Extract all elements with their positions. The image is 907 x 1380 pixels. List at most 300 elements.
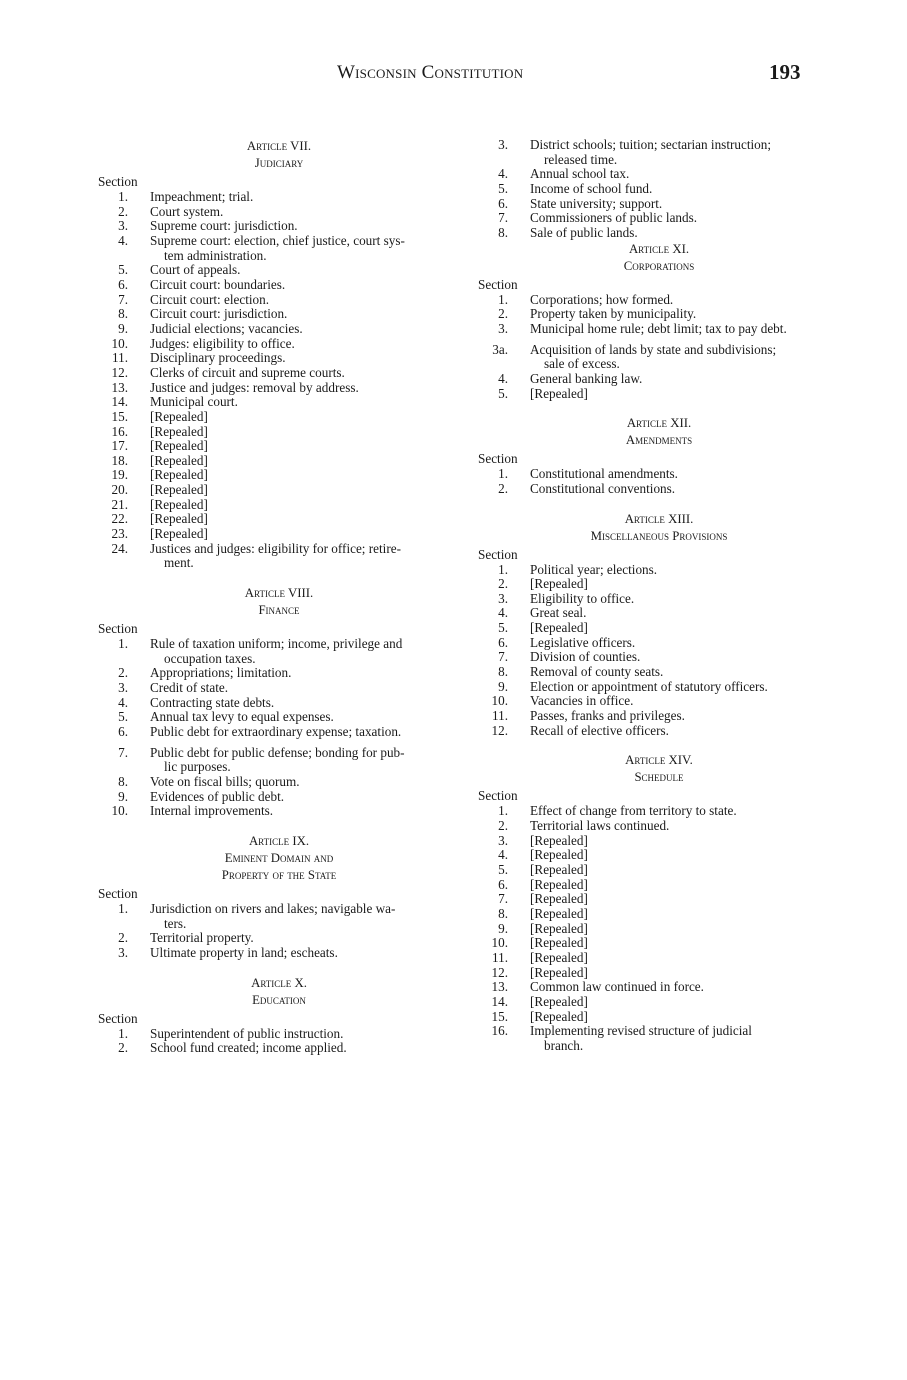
article-spacer [478, 401, 800, 415]
section-number: 12. [491, 964, 508, 980]
article-block [478, 738, 800, 1053]
section-title [530, 343, 800, 372]
article-continuation [478, 138, 800, 241]
section-title-line: [Repealed] [150, 496, 208, 512]
section-title-line: Public debt for extraordinary expense; taxation. [150, 724, 402, 739]
section-title-line: Credit of state. [150, 680, 229, 696]
section-title [150, 746, 420, 775]
toc-entry [478, 343, 800, 372]
section-number: 15. [491, 1008, 508, 1024]
section-title [530, 650, 800, 665]
section-number: 5. [118, 262, 128, 278]
section-title-line: Implementing revised structure of judicial [530, 1023, 752, 1039]
section-title-line: School fund created; income applied. [150, 1040, 347, 1056]
toc-entry [98, 1027, 420, 1042]
section-label: Section [98, 621, 138, 637]
section-number: 8. [498, 664, 508, 680]
section-title-line: Corporations; how formed. [530, 291, 674, 307]
section-title [150, 219, 420, 234]
article-title: Article XIV. [625, 753, 693, 768]
section-title [150, 234, 420, 263]
section-label: Section [98, 1010, 138, 1026]
toc-entry [478, 980, 800, 995]
section-number: 11. [492, 708, 508, 724]
section-title-line: Public debt for public defense; bonding for pub- [150, 744, 405, 760]
section-number: 3. [118, 218, 128, 234]
section-title [150, 1027, 420, 1042]
section-number: 8. [498, 224, 508, 240]
section-number: 7. [498, 210, 508, 226]
section-title-continuation: sale of excess. [544, 356, 620, 372]
section-title [530, 563, 800, 578]
toc-entry [478, 724, 800, 739]
article-title: Article VII. [246, 139, 312, 153]
article-spacer [98, 571, 420, 585]
section-number: 3. [498, 320, 508, 336]
toc-entry [98, 205, 420, 220]
section-title [150, 322, 420, 337]
section-number: 16. [111, 423, 128, 439]
toc-entry [478, 995, 800, 1010]
section-title [150, 205, 420, 220]
section-title [150, 381, 420, 396]
section-title [150, 1041, 420, 1056]
section-title-line: [Repealed] [150, 438, 208, 454]
section-title [150, 696, 420, 711]
toc-entry [478, 863, 800, 878]
section-number: 19. [111, 467, 128, 483]
section-title-line: Annual school tax. [530, 166, 630, 182]
section-title-line: Justices and judges: eligibility for office; retire- [150, 540, 401, 556]
section-title-continuation: lic purposes. [164, 759, 231, 775]
article-spacer [98, 961, 420, 975]
section-title-line: Eligibility to office. [530, 590, 635, 606]
article-title: Article VIII. [244, 586, 314, 601]
section-number: 2. [498, 480, 508, 496]
section-number: 5. [498, 385, 508, 401]
section-title-line: Passes, franks and privileges. [530, 708, 685, 724]
section-title-line: [Repealed] [150, 526, 208, 542]
article-block [478, 401, 800, 496]
section-title [530, 922, 800, 937]
toc-entry [98, 527, 420, 542]
section-title-line: [Repealed] [530, 920, 588, 936]
toc-entry [478, 372, 800, 387]
section-title-line: Acquisition of lands by state and subdivisions; [530, 341, 777, 357]
section-title [150, 425, 420, 440]
section-title-line: Legislative officers. [530, 634, 636, 650]
toc-entry [98, 1041, 420, 1056]
section-title-line: [Repealed] [150, 511, 208, 527]
toc-entry [98, 190, 420, 205]
section-label: Section [478, 451, 518, 467]
toc-entry [98, 468, 420, 483]
section-number: 4. [118, 694, 128, 710]
section-number: 2. [498, 818, 508, 834]
left-column [98, 138, 420, 1056]
section-number: 13. [111, 379, 128, 395]
section-title [530, 182, 800, 197]
section-title [530, 467, 800, 482]
toc-entry [478, 680, 800, 695]
toc-entry [98, 337, 420, 352]
section-title-line: District schools; tuition; sectarian instruction; [530, 137, 772, 152]
toc-entry [478, 577, 800, 592]
section-title-line: Constitutional amendments. [530, 466, 678, 482]
article-title: Article IX. [248, 833, 310, 848]
toc-entry [98, 307, 420, 322]
section-title [530, 804, 800, 819]
section-title [530, 226, 800, 241]
section-title [150, 946, 420, 961]
toc-entry [98, 542, 420, 571]
section-title [150, 902, 420, 931]
section-title-line: Superintendent of public instruction. [150, 1025, 344, 1041]
section-number: 5. [118, 709, 128, 725]
section-number: 13. [491, 979, 508, 995]
toc-entry [478, 592, 800, 607]
article-subtitle: Judiciary [254, 156, 304, 170]
section-title-line: Appropriations; limitation. [150, 665, 292, 681]
toc-entry [98, 725, 420, 740]
toc-entry [478, 1010, 800, 1025]
toc-entry [478, 322, 800, 337]
section-title-line: [Repealed] [530, 891, 588, 907]
toc-entry [478, 834, 800, 849]
section-number: 1. [118, 900, 128, 916]
section-title-line: [Repealed] [530, 964, 588, 980]
section-title [150, 681, 420, 696]
section-title-line: Evidences of public debt. [150, 788, 285, 804]
section-title-line: [Repealed] [530, 935, 588, 951]
toc-entry [98, 234, 420, 263]
article-subtitle: Miscellaneous Provisions [590, 528, 728, 543]
article-block [478, 497, 800, 739]
section-title-line: [Repealed] [530, 385, 588, 401]
section-title [530, 482, 800, 497]
section-title-line: Court system. [150, 203, 224, 219]
section-title-line: Great seal. [530, 605, 587, 621]
section-title [150, 725, 420, 740]
section-number: 10. [491, 693, 508, 709]
section-title-line: Court of appeals. [150, 262, 241, 278]
section-title [530, 863, 800, 878]
toc-entry [478, 709, 800, 724]
page-header-title: Wisconsin Constitution [337, 62, 524, 83]
section-number: 9. [118, 320, 128, 336]
section-title-line: [Repealed] [530, 832, 588, 848]
section-number: 12. [491, 722, 508, 738]
section-number: 6. [118, 724, 128, 739]
section-title-line: Sale of public lands. [530, 224, 638, 240]
section-number: 1. [498, 561, 508, 577]
section-title [530, 878, 800, 893]
toc-entry [98, 512, 420, 527]
section-title-line: Political year; elections. [530, 561, 658, 577]
section-title [150, 307, 420, 322]
article-title: Article XI. [628, 241, 690, 256]
toc-entry [98, 931, 420, 946]
section-title-line: [Repealed] [150, 452, 208, 468]
section-number: 18. [111, 452, 128, 468]
section-title-line: [Repealed] [530, 905, 588, 921]
section-number: 1. [498, 291, 508, 307]
section-title [150, 278, 420, 293]
article-title: Article XIII. [624, 511, 694, 526]
toc-entry [478, 138, 800, 167]
section-title-line: Contracting state debts. [150, 694, 275, 710]
section-number: 1. [118, 636, 128, 652]
toc-entry [478, 293, 800, 308]
section-number: 2. [118, 930, 128, 946]
section-title [530, 680, 800, 695]
section-number: 24. [111, 540, 128, 556]
section-label: Section [98, 174, 138, 189]
section-title [150, 410, 420, 425]
toc-entry [478, 167, 800, 182]
toc-entry [98, 637, 420, 666]
page-number: 193 [769, 60, 801, 84]
toc-entry [478, 563, 800, 578]
article-subtitle: Education [252, 992, 306, 1007]
section-number: 22. [111, 511, 128, 527]
article-subtitle: Property of the State [221, 867, 337, 882]
toc-entry [98, 263, 420, 278]
toc-entry [478, 211, 800, 226]
section-title [150, 190, 420, 205]
section-number: 3. [118, 680, 128, 696]
toc-entry [98, 322, 420, 337]
section-title-line: [Repealed] [530, 862, 588, 877]
toc-entry [478, 467, 800, 482]
section-number: 1. [498, 466, 508, 482]
section-title-line: General banking law. [530, 370, 643, 386]
section-title-continuation: branch. [544, 1037, 584, 1053]
section-number: 3a. [492, 341, 508, 357]
toc-entry [98, 454, 420, 469]
section-title-line: Supreme court: jurisdiction. [150, 218, 298, 234]
section-title-line: [Repealed] [150, 408, 208, 424]
section-number: 3. [118, 944, 128, 960]
section-number: 16. [491, 1023, 508, 1039]
toc-entry [478, 387, 800, 402]
toc-entry [478, 878, 800, 893]
section-title-line: [Repealed] [530, 847, 588, 863]
section-number: 7. [498, 649, 508, 665]
section-title-line: Effect of change from territory to state. [530, 803, 737, 819]
toc-entry [478, 907, 800, 922]
section-title-line: Disciplinary proceedings. [150, 350, 286, 366]
section-number: 9. [498, 920, 508, 936]
section-number: 21. [111, 496, 128, 512]
toc-entry [478, 606, 800, 621]
section-title-line: Election or appointment of statutory officers. [530, 678, 768, 694]
article-block [478, 241, 800, 402]
section-title-line: Circuit court: election. [150, 291, 270, 307]
section-title-continuation: ters. [164, 915, 187, 931]
article-spacer [98, 819, 420, 833]
toc-entry [478, 819, 800, 834]
section-title [150, 498, 420, 513]
section-number: 8. [498, 905, 508, 921]
section-title-line: Recall of elective officers. [530, 722, 669, 738]
section-title-line: Income of school fund. [530, 180, 653, 196]
section-title [530, 636, 800, 651]
section-number: 4. [498, 605, 508, 621]
section-title-line: Territorial laws continued. [530, 818, 670, 834]
section-title-line: [Repealed] [530, 1008, 588, 1024]
article-subtitle: Amendments [625, 433, 693, 448]
toc-entry [98, 351, 420, 366]
toc-entry [478, 892, 800, 907]
section-title [530, 621, 800, 636]
section-number: 2. [118, 1040, 128, 1056]
section-title-continuation: tem administration. [164, 247, 267, 263]
toc-entry [98, 381, 420, 396]
section-number: 20. [111, 482, 128, 498]
section-number: 7. [118, 291, 128, 307]
toc-entry [98, 681, 420, 696]
section-title-line: Removal of county seats. [530, 664, 664, 680]
section-title [530, 211, 800, 226]
section-title [530, 387, 800, 402]
section-title [530, 322, 800, 337]
section-title-line: Jurisdiction on rivers and lakes; navigable wa- [150, 900, 396, 916]
section-number: 9. [118, 788, 128, 804]
right-column [478, 138, 800, 1054]
toc-entry [98, 666, 420, 681]
section-title [150, 337, 420, 352]
section-title-line: [Repealed] [530, 876, 588, 892]
section-number: 1. [118, 1025, 128, 1041]
section-label: Section [478, 546, 518, 562]
section-number: 1. [118, 189, 128, 204]
section-title [530, 1024, 800, 1053]
section-title [530, 995, 800, 1010]
section-title-continuation: ment. [164, 555, 194, 571]
section-title [150, 439, 420, 454]
section-title [530, 936, 800, 951]
section-number: 2. [498, 576, 508, 592]
article-block [98, 961, 420, 1056]
section-title-line: [Repealed] [150, 423, 208, 439]
section-title-line: Clerks of circuit and supreme courts. [150, 364, 345, 380]
article-subtitle: Eminent Domain and [224, 850, 334, 865]
section-title [530, 372, 800, 387]
section-label: Section [478, 276, 518, 292]
section-title [530, 197, 800, 212]
section-title [150, 790, 420, 805]
section-title [530, 1010, 800, 1025]
toc-entry [98, 946, 420, 961]
section-number: 2. [118, 203, 128, 219]
section-title-line: [Repealed] [150, 482, 208, 498]
section-title-line: Rule of taxation uniform; income, privilege and [150, 636, 403, 652]
section-title [530, 665, 800, 680]
toc-entry [478, 226, 800, 241]
section-title-line: [Repealed] [530, 993, 588, 1009]
section-title [150, 293, 420, 308]
article-spacer [478, 738, 800, 752]
section-title [530, 951, 800, 966]
section-number: 4. [498, 847, 508, 863]
section-title [530, 709, 800, 724]
section-title-line: Property taken by municipality. [530, 306, 697, 322]
section-title [530, 966, 800, 981]
section-title [150, 351, 420, 366]
section-title-line: Supreme court: election, chief justice, court sys- [150, 232, 405, 248]
toc-entry [98, 804, 420, 819]
toc-entry [478, 922, 800, 937]
section-number: 15. [111, 408, 128, 424]
section-title [530, 293, 800, 308]
section-title-line: Annual tax levy to equal expenses. [150, 709, 334, 725]
article-block [98, 138, 420, 571]
section-title [150, 512, 420, 527]
section-title [150, 804, 420, 819]
section-title [530, 694, 800, 709]
toc-entry [478, 636, 800, 651]
toc-entry [478, 182, 800, 197]
toc-entry [98, 219, 420, 234]
section-number: 5. [498, 180, 508, 196]
section-number: 2. [118, 665, 128, 681]
toc-entry [98, 775, 420, 790]
section-title [150, 710, 420, 725]
section-number: 7. [498, 891, 508, 907]
section-title-line: State university; support. [530, 195, 663, 211]
section-title-line: Circuit court: boundaries. [150, 276, 286, 292]
toc-entry [98, 498, 420, 513]
section-title-line: Vacancies in office. [530, 693, 634, 709]
toc-entry [478, 482, 800, 497]
section-title-continuation: occupation taxes. [164, 650, 256, 666]
section-title-line: Internal improvements. [150, 803, 274, 819]
section-number: 8. [118, 306, 128, 322]
section-title-line: Division of counties. [530, 649, 641, 665]
toc-entry [98, 395, 420, 410]
section-title [530, 138, 800, 167]
section-title-line: Constitutional conventions. [530, 480, 676, 496]
section-title [530, 724, 800, 739]
article-subtitle: Corporations [623, 258, 695, 273]
section-title-line: Ultimate property in land; escheats. [150, 944, 338, 960]
section-title [150, 483, 420, 498]
section-number: 2. [498, 306, 508, 322]
section-title-continuation: released time. [544, 151, 618, 167]
section-number: 7. [118, 744, 128, 760]
section-title [530, 980, 800, 995]
section-title [150, 542, 420, 571]
toc-entry [98, 483, 420, 498]
article-title: Article XII. [626, 416, 692, 431]
section-title-line: [Repealed] [530, 620, 588, 636]
section-number: 23. [111, 526, 128, 542]
section-number: 4. [498, 166, 508, 182]
section-title-line: Circuit court: jurisdiction. [150, 306, 288, 322]
toc-entry [98, 710, 420, 725]
toc-entry [98, 902, 420, 931]
toc-entry [98, 293, 420, 308]
article-spacer [478, 497, 800, 511]
toc-entry [478, 197, 800, 212]
section-title [150, 468, 420, 483]
section-title [530, 848, 800, 863]
toc-entry [98, 278, 420, 293]
section-label: Section [478, 788, 518, 804]
section-title-line: Impeachment; trial. [150, 189, 254, 204]
section-title [530, 577, 800, 592]
